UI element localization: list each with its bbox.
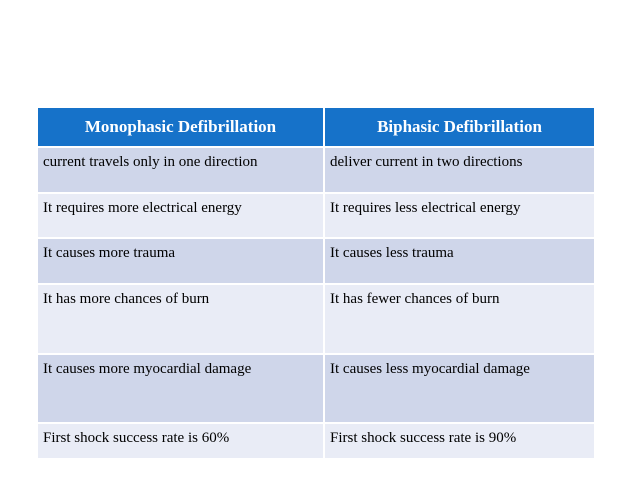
table-row	[38, 423, 594, 458]
biphasic-cell: It requires less electrical energy	[324, 193, 594, 238]
biphasic-cell: It causes less trauma	[324, 238, 594, 284]
biphasic-cell: deliver current in two directions	[324, 147, 594, 193]
table-row	[38, 354, 594, 423]
biphasic-cell: It causes less myocardial damage	[324, 354, 594, 423]
biphasic-cell: It has fewer chances of burn	[324, 284, 594, 354]
table-row	[38, 238, 594, 284]
monophasic-cell: It causes more trauma	[38, 238, 324, 284]
table-row	[38, 147, 594, 193]
monophasic-cell: It causes more myocardial damage	[38, 354, 324, 423]
table-row	[38, 284, 594, 354]
comparison-table	[38, 108, 594, 458]
monophasic-cell: It requires more electrical energy	[38, 193, 324, 238]
monophasic-cell: First shock success rate is 60%	[38, 423, 324, 458]
table-row	[38, 193, 594, 238]
header-biphasic: Biphasic Defibrillation	[324, 108, 594, 147]
biphasic-cell: First shock success rate is 90%	[324, 423, 594, 458]
table-header-row	[38, 108, 594, 147]
monophasic-cell: current travels only in one direction	[38, 147, 324, 193]
monophasic-cell: It has more chances of burn	[38, 284, 324, 354]
header-monophasic: Monophasic Defibrillation	[38, 108, 324, 147]
